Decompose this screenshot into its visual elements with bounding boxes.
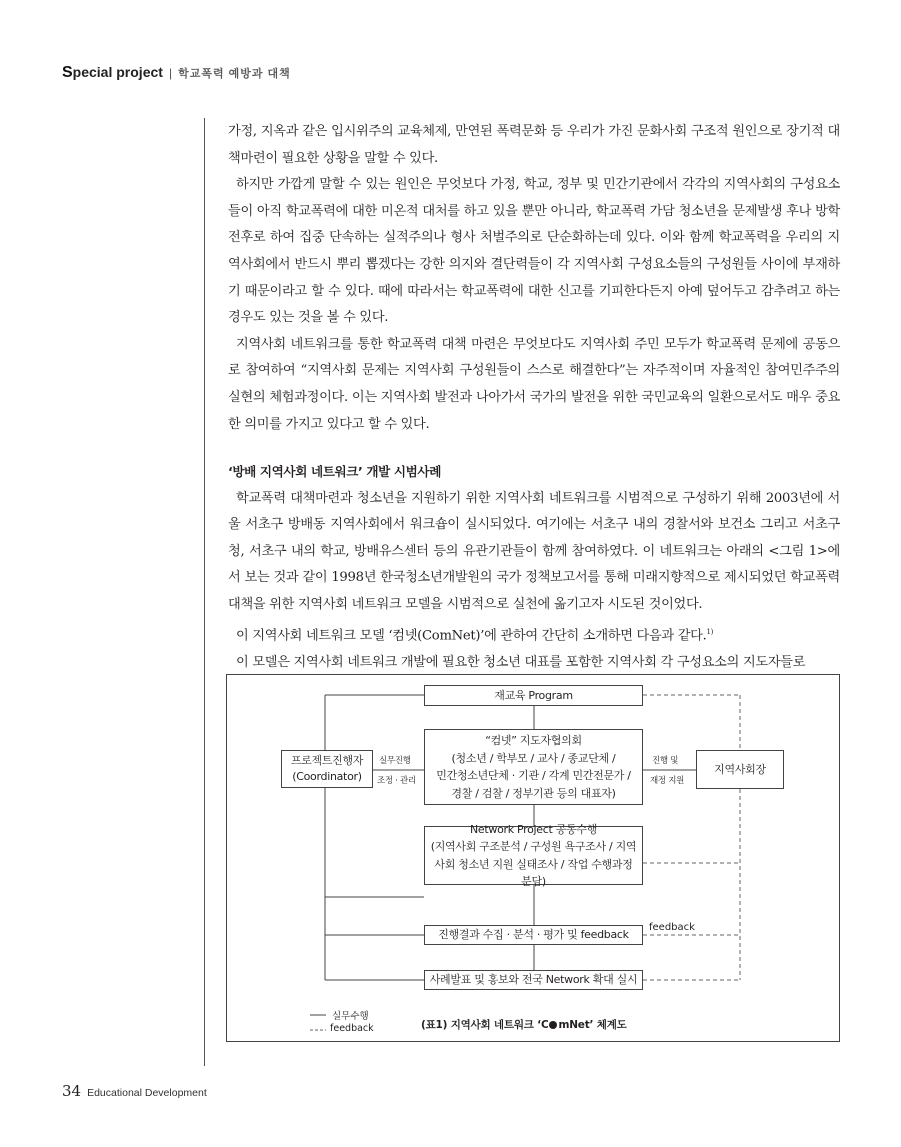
running-header [62, 64, 291, 86]
series-title: pecial project [72, 64, 163, 80]
paragraph [228, 619, 840, 650]
comnet-diagram [226, 674, 840, 1042]
case-presentation-label: 사례발표 및 홍보와 전국 Network 확대 실시 [429, 973, 638, 986]
paragraph: 이 모델은 지역사회 네트워크 개발에 필요한 청소년 대표를 포함한 지역사회 각 구성요소의 지도자들로 [236, 654, 806, 670]
caption-prefix: (표1) 지역사회 네트워크 ‘C [421, 1019, 549, 1031]
council-title: “컴넷” 지도자협의회 [485, 734, 582, 747]
leaders-council-box [424, 729, 643, 805]
support-label-top: 진행 및 [652, 756, 679, 766]
results-evaluation-label: 진행결과 수집 · 분석 · 평가 및 feedback [438, 928, 629, 941]
network-project-box [424, 822, 643, 888]
coordinator-line: (Coordinator) [292, 770, 362, 783]
retraining-program-label: 재교육 Program [494, 688, 573, 702]
coordinator-line: 프로젝트진행자 [290, 754, 364, 767]
body-text-block-2 [228, 459, 840, 676]
coordination-label-bottom: 조정 · 관리 [377, 776, 416, 786]
page-footer [62, 1082, 207, 1100]
header-separator: | [168, 66, 173, 80]
council-line: (청소년 / 학부모 / 교사 / 종교단체 / [451, 751, 616, 765]
results-evaluation-box [424, 925, 643, 945]
paragraph: 가정, 지옥과 같은 입시위주의 교육체제, 만연된 폭력문화 등 우리가 가진 문화사회 구조적 원인으로 장기적 대책마련이 필요한 상황을 말할 수 있다. [228, 124, 840, 166]
network-project-line: (지역사회 구조분석 / 구성원 욕구조사 / 지역 [430, 840, 637, 853]
legend-dashed: feedback [330, 1023, 374, 1034]
community-head-box [696, 750, 784, 789]
network-project-title: Network Project 공동수행 [469, 822, 598, 836]
council-line: 경찰 / 검찰 / 정부기관 등의 대표자) [451, 786, 616, 800]
paragraph: 학교폭력 대책마련과 청소년을 지원하기 위한 지역사회 네트워크를 시범적으로 구성하기 위해 2003년에 서울 서초구 방배동 지역사회에서 워크숍이 실시되었다. 여기에는 서초구 내의 경찰서와 보건소 그리고 서초구청, 서초구 내의 학교, 방배유스센터 등의 유관기관들이 함께 참여하였다. 이 네트워크는 아래의 <그림 1>에서 보는 것과 같이 1998년 한국청소년개발원의 국가 정책보고서를 통해 미래지향적으로 제시되었던 학교폭력 대책을 위한 지역사회 네트워크 모델을 시범적으로 실천에 옮기고자 시도된 것이었다. [228, 490, 840, 612]
caption-suffix: mNet’ 체계도 [558, 1019, 627, 1031]
section-subheading: ‘방배 지역사회 네트워크’ 개발 시범사례 [228, 464, 441, 479]
council-line: 민간청소년단체 · 기관 / 각계 민간전문가 / [436, 769, 631, 782]
figure-caption [421, 1017, 627, 1032]
magazine-name: Educational Development [87, 1087, 207, 1099]
coordination-label-top: 실무진행 [379, 756, 411, 766]
paragraph: 지역사회 네트워크를 통한 학교폭력 대책 마련은 무엇보다도 지역사회 주민 모두가 학교폭력 문제에 공동으로 참여하여 “지역사회 문제는 지역사회 구성원들이 스스로 해결한다”는 자주적이며 자율적인 참여민주주의 실현의 체험과정이다. 이는 지역사회 발전과 나아가서 국가의 발전을 위한 국민교육의 일환으로서도 매우 중요한 의미를 가지고 있다고 할 수 있다. [228, 336, 840, 432]
vertical-rule [204, 118, 205, 1066]
header-topic: 학교폭력 예방과 대책 [178, 68, 291, 80]
results-feedback-label: feedback [649, 922, 695, 933]
retraining-program-box [424, 685, 643, 706]
footnote-marker: 1) [706, 627, 714, 636]
case-presentation-box [424, 970, 643, 990]
network-project-line: 사회 청소년 지원 실태조사 / 작업 수행과정 [434, 857, 633, 871]
comnet-intro-text: 이 지역사회 네트워크 모델 ‘컴넷(ComNet)’에 관하여 간단히 소개하면 다음과 같다. [236, 627, 707, 643]
community-head-label: 지역사회장 [714, 762, 766, 776]
support-label-bottom: 재정 지원 [650, 776, 685, 786]
page-number: 34 [62, 1082, 82, 1100]
coordinator-box [281, 750, 373, 788]
paragraph: 하지만 가깝게 말할 수 있는 원인은 무엇보다 가정, 학교, 정부 및 민간기관에서 각각의 지역사회의 구성요소들이 아직 학교폭력에 대한 미온적 대처를 하고 있을 뿐만 아니라, 학교폭력 가담 청소년을 문제발생 후나 방학 전후로 하여 집중 단속하는 실적주의나 형사 처벌주의로 단순화하는데 있다. 이와 함께 학교폭력을 우리의 지역사회에서 반드시 뿌리 뽑겠다는 강한 의지와 결단력들이 각 지역사회 구성요소들의 구성원들 사이에 부재하기 때문이라고 할 수 있다. 때에 따라서는 학교폭력에 대한 신고를 기피한다든지 아예 덮어두고 감추려고 하는 경우도 있는 것을 볼 수 있다. [228, 177, 840, 326]
network-project-line: 분담) [521, 875, 546, 888]
body-text-block-1 [228, 119, 840, 438]
series-initial: S [62, 64, 73, 81]
caption-dot-icon [549, 1021, 557, 1029]
legend-solid: 실무수행 [332, 1011, 369, 1022]
